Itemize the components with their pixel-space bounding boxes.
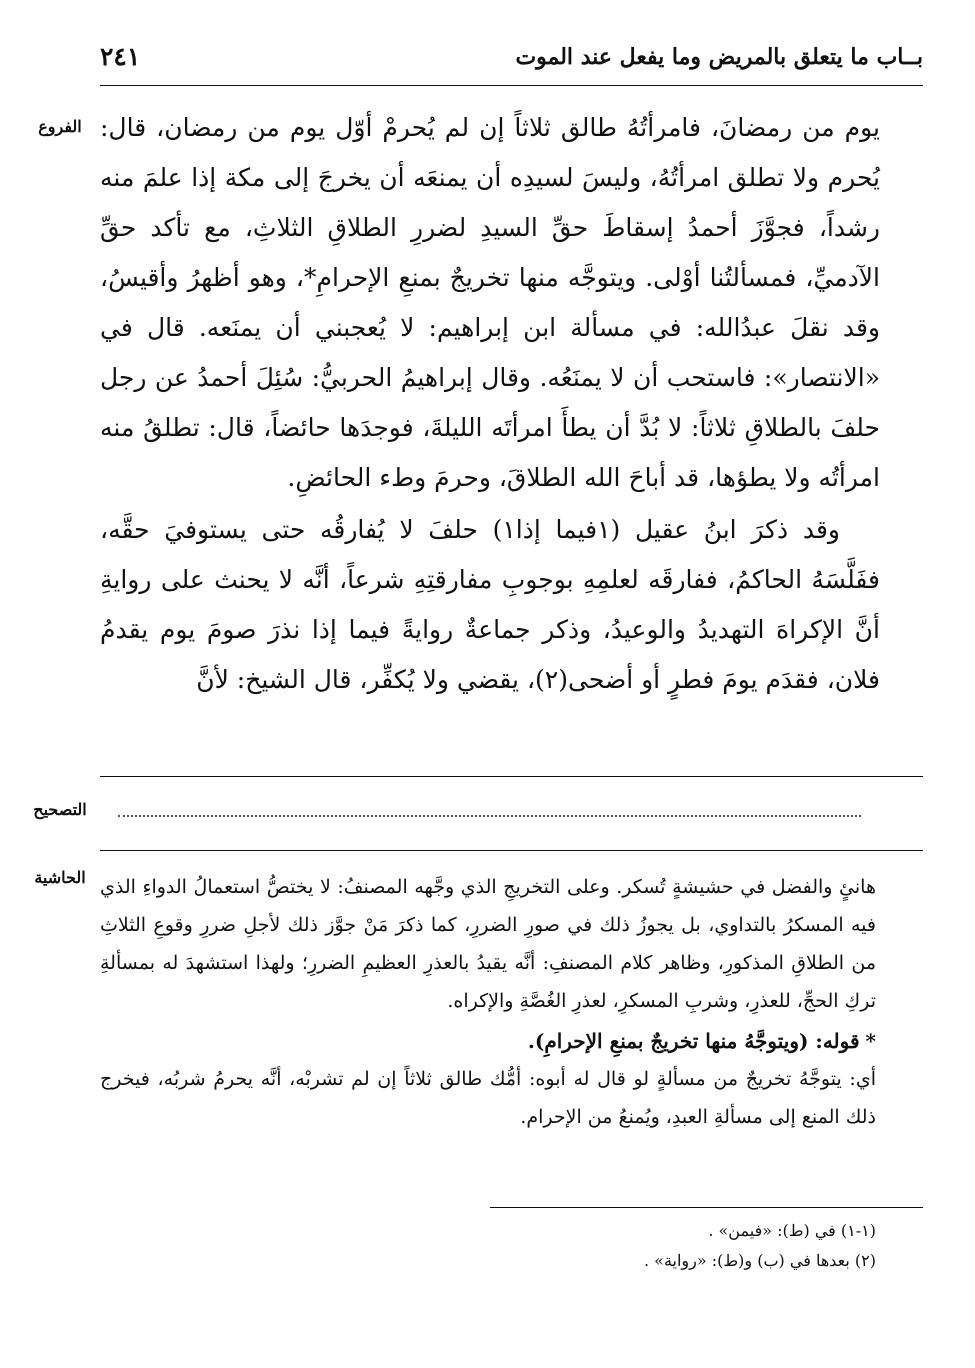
star-marker: * bbox=[865, 1029, 876, 1053]
hashiya-paragraph: أي: يتوجَّهُ تخريجٌ من مسألةٍ لو قال له أبوه: أمُّك طالق ثلاثاً إن لم تشربْه، أنَّه يحرمُ شربُه، فيخرج ذلك المنع إلى مسألةِ العبدِ، ويُمنعُ من الإحرام. bbox=[100, 1068, 876, 1128]
qawluhu-text: قوله: (ويتوجَّهُ منها تخريجٌ بمنعِ الإحرامِ). bbox=[527, 1029, 860, 1053]
margin-label-hashiya: الحاشية bbox=[34, 868, 86, 887]
footnote: (٢) بعدها في (ب) و(ط): «رواية» . bbox=[643, 1251, 876, 1270]
running-title: بــاب ما يتعلق بالمريض وما يفعل عند الموت bbox=[515, 44, 923, 70]
footnote: (١-١) في (ط): «فيمن» . bbox=[708, 1221, 876, 1240]
tashih-dotted-line bbox=[118, 815, 861, 817]
main-text-body bbox=[100, 103, 880, 705]
footnotes bbox=[100, 1216, 876, 1276]
main-paragraph: يوم من رمضانَ، فامرأتُهُ طالق ثلاثاً إن لم يُحرمْ أوّل يوم من رمضان، قال: يُحرم ولا تطلق امرأتُهُ، وليسَ لسيدِه أن يمنعَه أن يخرجَ إلى مكة إذا علمَ منه رشداً، فجوَّزَ أحمدُ إسقاطَ حقِّ السيدِ لضررِ الطلاقِ الثلاثِ، مع تأكد حقِّ الآدميِّ، فمسألتُنا أوْلى. ويتوجَّه منها تخريجٌ بمنعِ الإحرامِ*، وهو أظهرُ وأقيسُ، وقد نقلَ عبدُالله: في مسألة ابن إبراهيم: لا يُعجبني أن يمنَعه. قال في «الانتصار»: فاستحب أن لا يمنَعُه. وقال إبراهيمُ الحربيُّ: سُئِلَ أحمدُ عن رجل حلفَ بالطلاقِ ثلاثاً: لا بُدَّ أن يطأَ امرأتَه الليلةَ، فوجدَها حائضاً، قال: تطلقُ منه امرأتُه ولا يطؤها، قد أباحَ الله الطلاقَ، وحرمَ وطء الحائضِ. bbox=[100, 113, 880, 492]
tashih-top-rule bbox=[100, 776, 923, 777]
footnote-rule bbox=[490, 1207, 923, 1208]
hashiya-paragraph: هانئٍ والفضل في حشيشةٍ تُسكر. وعلى التخريجِ الذي وجَّهه المصنفُ: لا يختصُّ استعمالُ الدواءِ الذي فيه المسكرُ بالتداوي، بل يجوزُ ذلك في صورِ الضررِ، كما ذكرَ مَنْ جوَّز ذلك لأجلِ ضررِ وقوعِ الثلاثِ من الطلاقِ المذكورِ، وظاهر كلام المصنفِ: أنَّه يقيدُ بالعذرِ العظيمِ الضررِ؛ ولهذا استشهدَ له بمسألةِ تركِ الحجِّ، للعذرِ، وشربِ المسكرِ، لعذرِ الغُصَّةِ والإكراه. bbox=[100, 876, 876, 1012]
tashih-bottom-rule bbox=[100, 850, 923, 851]
hashiya-section bbox=[100, 868, 876, 1136]
hashiya-qawluhu bbox=[100, 1022, 876, 1060]
margin-label-tashih: التصحيح bbox=[33, 800, 87, 819]
header-rule bbox=[100, 85, 923, 86]
page-header bbox=[100, 42, 923, 82]
page-number: ٢٤١ bbox=[100, 42, 141, 71]
main-paragraph: وقد ذكرَ ابنُ عقيل (١فيما إذا١) حلفَ لا يُفارقُه حتى يستوفيَ حقَّه، ففَلَّسَهُ الحاكمُ، ففارقَه لعلمِهِ بوجوبِ مفارقتِهِ شرعاً، أنَّه لا يحنث على روايةِ أنَّ الإكراهَ التهديدُ والوعيدُ، وذكر جماعةٌ روايةً فيما إذا نذرَ صومَ يوم يقدمُ فلان، فقدَم يومَ فطرٍ أو أضحى(٢)، يقضي ولا يُكفِّر، قال الشيخ: لأنَّ bbox=[100, 515, 880, 694]
margin-label-furoo: الفروع bbox=[38, 117, 82, 136]
